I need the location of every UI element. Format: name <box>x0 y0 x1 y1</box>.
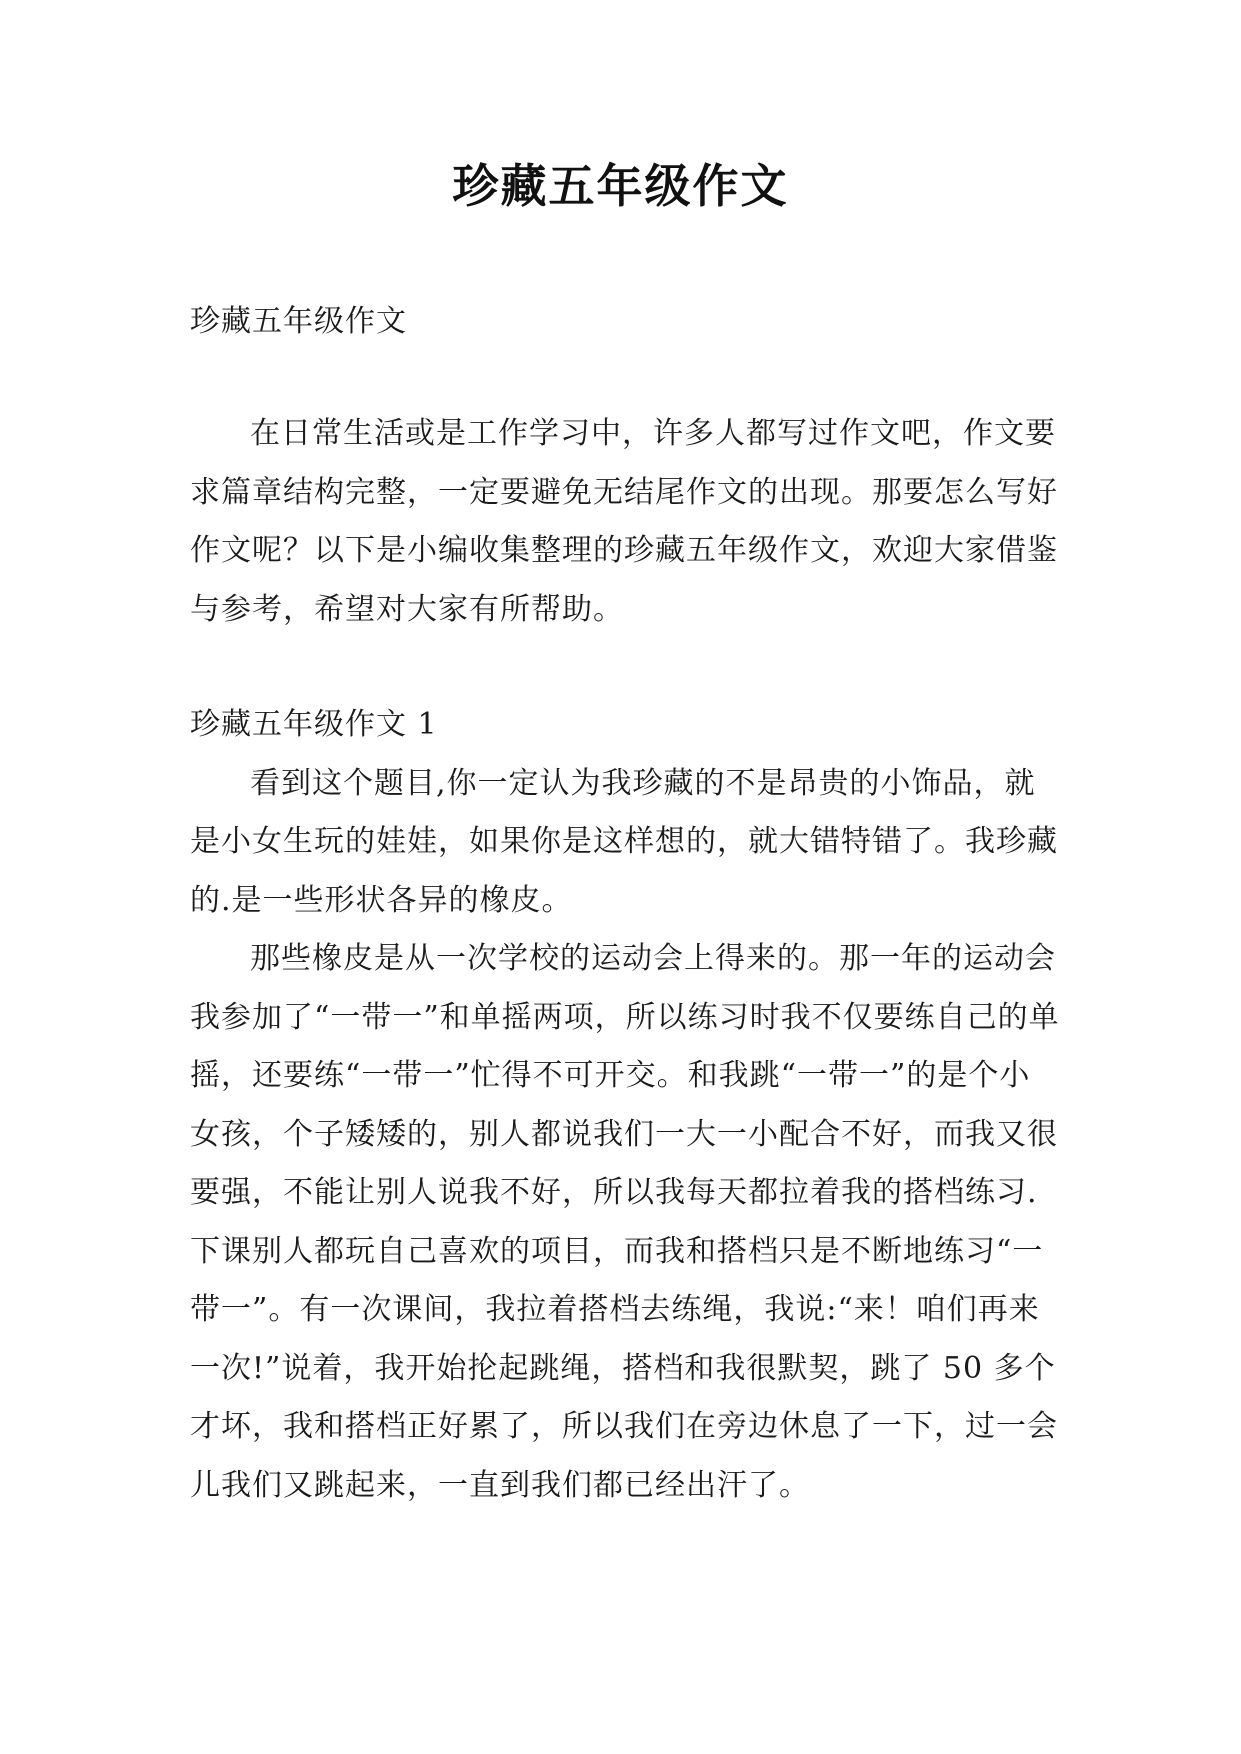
intro-paragraph: 在日常生活或是工作学习中，许多人都写过作文吧，作文要求篇章结构完整，一定要避免无结尾作文的出现。那要怎么写好作文呢？以下是小编收集整理的珍藏五年级作文，欢迎大家借鉴与参考，希望对大家有所帮助。 <box>190 416 1058 627</box>
essay-heading: 珍藏五年级作文 1 <box>190 707 438 742</box>
essay-paragraph-2: 那些橡皮是从一次学校的运动会上得来的。那一年的运动会我参加了“一带一”和单摇两项，所以练习时我不仅要练自己的单摇，还要练“一带一”忙得不可开交。和我跳“一带一”的是个小女孩，个子矮矮的，别人都说我们一大一小配合不好，而我又很要强，不能让别人说我不好，所以我每天都拉着我的搭档练习.下课别人都玩自己喜欢的项目，而我和搭档只是不断地练习“一带一”。有一次课间，我拉着搭档去练绳，我说:“来！咱们再来一次!”说着，我开始抡起跳绳，搭档和我很默契，跳了 50 多个才坏，我和搭档正好累了，所以我们在旁边休息了一下，过一会儿我们又跳起来，一直到我们都已经出汗了。 <box>190 941 1060 1503</box>
essay-section <box>190 696 1060 1515</box>
document-subtitle: 珍藏五年级作文 <box>190 304 407 339</box>
document-title: 珍藏五年级作文 <box>452 159 789 213</box>
essay-paragraph-1: 看到这个题目,你一定认为我珍藏的不是昂贵的小饰品，就是小女生玩的娃娃，如果你是这样想的，就大错特错了。我珍藏的.是一些形状各异的橡皮。 <box>190 765 1058 918</box>
